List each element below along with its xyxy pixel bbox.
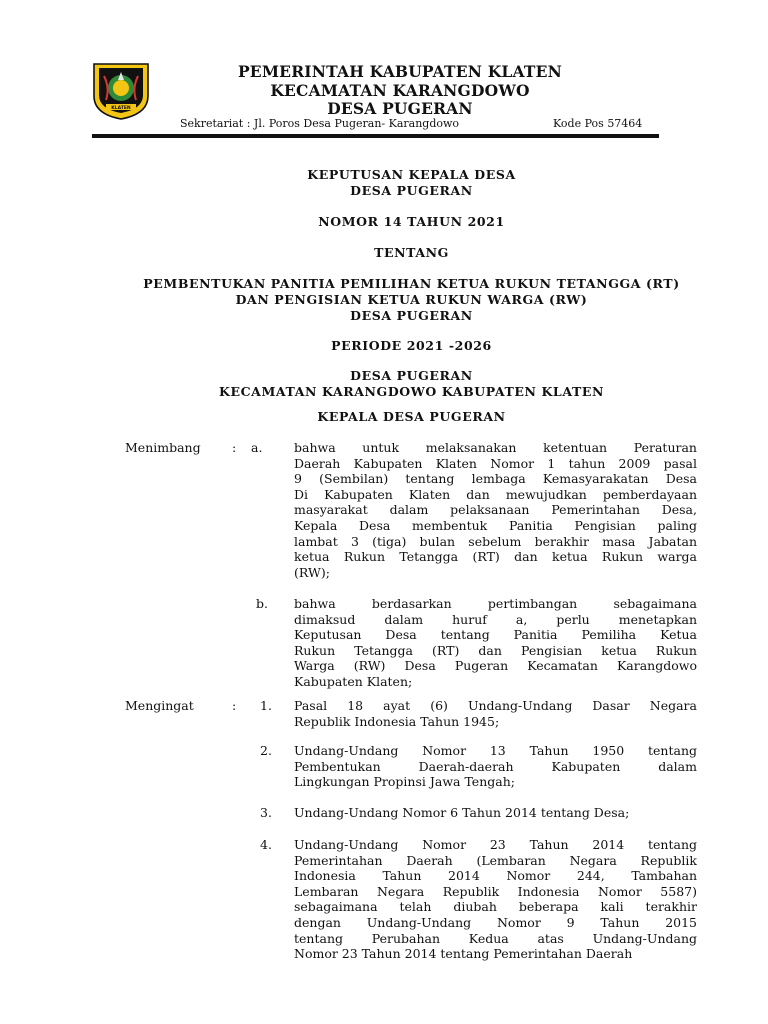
text-line: Keputusan Desa tentang Panitia Pemiliha Ketua [294, 627, 697, 643]
text-line: Di Kabupaten Klaten dan mewujudkan pemberdayaan [294, 486, 697, 502]
text-line: Pembentukan Daerah-daerah Kabupaten dalam [294, 758, 697, 774]
menimbang-label: Menimbang [125, 440, 201, 455]
mengingat-item-1-text [294, 698, 697, 729]
text-line: dengan Undang-Undang Nomor 9 Tahun 2015 [294, 914, 697, 930]
text-line: Kabupaten Klaten; [294, 673, 413, 689]
mengingat-item-1-marker: 1. [260, 698, 272, 713]
menimbang-colon: : [232, 440, 237, 455]
menimbang-a-marker: a. [251, 440, 263, 455]
text-line: dimaksud dalam huruf a, perlu menetapkan [294, 611, 697, 627]
text-line: Kepala Desa membentuk Panitia Pengisian paling [294, 517, 697, 533]
mengingat-item-3-text [294, 805, 697, 821]
header-village-name: DESA PUGERAN [327, 99, 473, 118]
mengingat-label: Mengingat [125, 698, 194, 713]
text-line: 9 (Sembilan) tentang lembaga Kemasyarakatan Desa [294, 471, 697, 487]
text-line: Daerah Kabupaten Klaten Nomor 1 tahun 2009 pasal [294, 455, 697, 471]
mengingat-item-4-text [294, 837, 697, 962]
subject-line-2: DAN PENGISIAN KETUA RUKUN WARGA (RW) [235, 292, 588, 307]
title-number: NOMOR 14 TAHUN 2021 [318, 214, 505, 229]
text-line: tentang Perubahan Kedua atas Undang-Undang [294, 930, 697, 946]
header-postal-code: Kode Pos 57464 [553, 117, 643, 130]
text-line: ketua Rukun Tetangga (RT) dan ketua Rukun warga [294, 549, 697, 565]
text-line: Republik Indonesia Tahun 1945; [294, 713, 500, 729]
mengingat-item-2-marker: 2. [260, 743, 272, 758]
header-government-name: PEMERINTAH KABUPATEN KLATEN [237, 62, 563, 81]
text-line: Warga (RW) Desa Pugeran Kecamatan Karangdowo [294, 658, 697, 674]
menimbang-b-text [294, 596, 697, 690]
period: PERIODE 2021 -2026 [331, 338, 492, 353]
text-line: Rukun Tetangga (RT) dan Pengisian ketua Rukun [294, 642, 697, 658]
mengingat-colon: : [232, 698, 237, 713]
mengingat-item-3-marker: 3. [260, 805, 272, 820]
menimbang-a-text [294, 440, 697, 580]
text-line: Pasal 18 ayat (6) Undang-Undang Dasar Negara [294, 698, 697, 713]
issuer-head: KEPALA DESA PUGERAN [317, 409, 506, 424]
svg-text:KLATEN: KLATEN [111, 106, 131, 111]
text-line: Lembaran Negara Republik Indonesia Nomor 5587) [294, 883, 697, 899]
header-address: Sekretariat : Jl. Poros Desa Pugeran- Karangdowo [180, 117, 460, 130]
issuer-village: DESA PUGERAN [350, 368, 473, 383]
subject-line-1: PEMBENTUKAN PANITIA PEMILIHAN KETUA RUKUN TETANGGA (RT) [143, 276, 680, 291]
mengingat-item-4-marker: 4. [260, 837, 272, 852]
title-decree: KEPUTUSAN KEPALA DESA [307, 167, 516, 182]
issuer-district: KECAMATAN KARANGDOWO KABUPATEN KLATEN [219, 384, 604, 399]
text-line: (RW); [294, 564, 330, 580]
text-line: Indonesia Tahun 2014 Nomor 244, Tambahan [294, 868, 697, 884]
text-line: Nomor 23 Tahun 2014 tentang Pemerintahan Daerah [294, 946, 633, 962]
text-line: Undang-Undang Nomor 13 Tahun 1950 tentang [294, 743, 697, 758]
text-line: Pemerintahan Daerah (Lembaran Negara Republik [294, 852, 697, 868]
mengingat-item-2-text [294, 743, 697, 790]
header-district-name: KECAMATAN KARANGDOWO [270, 81, 530, 100]
text-line: masyarakat dalam pelaksanaan Pemerintahan Desa, [294, 502, 697, 518]
text-line: Undang-Undang Nomor 23 Tahun 2014 tentang [294, 837, 697, 852]
text-line: lambat 3 (tiga) bulan sebelum berakhir masa Jabatan [294, 533, 697, 549]
header-divider [92, 134, 659, 138]
title-village: DESA PUGERAN [350, 183, 473, 198]
menimbang-b-marker: b. [256, 596, 268, 611]
text-line: bahwa untuk melaksanakan ketentuan Peraturan [294, 440, 697, 455]
text-line: bahwa berdasarkan pertimbangan sebagaimana [294, 596, 697, 611]
text-line: Lingkungan Propinsi Jawa Tengah; [294, 774, 515, 790]
subject-line-3: DESA PUGERAN [350, 308, 473, 323]
title-about: TENTANG [374, 245, 449, 260]
text-line: Undang-Undang Nomor 6 Tahun 2014 tentang Desa; [294, 805, 630, 820]
text-line: sebagaimana telah diubah beberapa kali terakhir [294, 899, 697, 915]
